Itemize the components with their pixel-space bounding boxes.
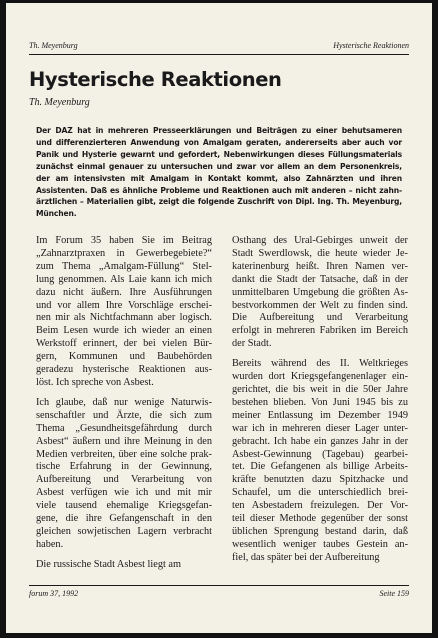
text-line: Osthang des Ural-Gebirges unweit der [232,235,408,246]
body-column-left [36,235,212,572]
text-line: Assistenten. Daß es ähnliche Probleme und Reaktionen auch mit anderen – nicht zahn- [36,185,402,195]
paragraph-gap [232,351,408,358]
running-head-author: Th. Meyenburg [29,41,78,50]
text-line: bestvorkommen der Welt zu finden sind. [232,299,408,311]
text-line: lung genommen. Als Laie kann ich mich [36,273,212,285]
text-line: unmittelbaren Umgebung die größten As- [232,286,408,298]
text-line: meiner Entlassung im Dezember 1949 [232,409,408,421]
text-line: Asbest“ äußern und ihre Meinung in den [36,435,212,447]
text-line: nen mir als Nichtfachmann aber logisch. [36,312,212,324]
text-line: Schaufel, um die unterschiedlich brei- [232,487,408,499]
text-line: Die Aufbereitung und Verarbeitung [232,312,408,324]
text-line: zunächst einmal genauer zu untersuchen und zwar vor allem an dem Personenkreis, [36,161,402,171]
text-line: gern, Kommunen und Baubehörden [36,351,212,363]
text-line: Panik und Hysterie gewarnt und gefordert, Nebenwirkungen dieses Füllungsmaterials [36,149,402,159]
text-line: Beim Lesen wurde ich wieder an einen [36,325,212,337]
text-line: Asbest verfügen wie ich und mit mir [36,487,212,499]
footer-rule [29,585,409,586]
text-line: gebracht. Ich habe ein ganzes Jahr in der [232,435,408,447]
text-line: gleichen sowjetischen Lagern verbracht [36,525,212,537]
magazine-page [6,3,432,633]
article-title: Hysterische Reaktionen [29,68,282,91]
text-line: wurden dort Kriegsgefangenenlager ein- [232,371,408,383]
text-line: Werkstoff erinnert, der bei vielen Bür- [36,338,212,350]
text-line: Die russische Stadt Asbest liegt am [36,558,181,570]
text-line: der Stadt. [232,338,272,350]
text-line: Ich glaube, daß nur wenige Naturwis- [36,396,212,408]
text-line: tische Erfahrung in der Gewinnung, [36,461,212,473]
text-line: Der DAZ hat in mehreren Presseerklärungen und Beiträgen zu einer behutsameren [36,126,402,135]
text-line: Medien verbreiten, über eine solche prak- [36,448,212,460]
text-line: München. [36,209,77,219]
paragraph-gap [36,552,212,559]
text-line: gerichtet, die bis weit in die 50er Jahre [232,383,408,395]
article-author: Th. Meyenburg [29,97,90,108]
text-line: teil dieser Methode gegenüber der sonst [232,513,408,525]
text-line: senschaftler und Ärzte, die sich zum [36,409,212,421]
text-line: katerinenburg heißt. Ihren Namen ver- [232,260,408,272]
page-number: Seite 159 [379,589,409,598]
text-line: bestehen blieben. Von Juni 1945 bis zu [232,396,408,408]
text-line: haben. [36,538,64,550]
text-line: Aufbereitung und Verarbeitung von [36,474,212,486]
text-line: Im Forum 35 haben Sie im Beitrag [36,235,212,246]
lead-paragraph [36,125,402,220]
text-line: geradezu hysterische Reaktionen aus- [36,364,212,376]
text-line: erfolgt in mehreren Fabriken im Bereich [232,325,408,337]
text-line: dazu nicht äußern. Ihre Ausführungen [36,286,212,298]
running-head-title: Hysterische Reaktionen [333,41,409,50]
text-line: Stadt Swerdlowsk, die heute wieder Je- [232,247,408,259]
text-line: und differenzierteren Anwendung von Amalgam geraten, andererseits aber auch vor [36,137,402,147]
text-line: löst. Ich spreche von Asbest. [36,376,154,388]
text-line: „Zahnarztpraxen in Gewerbegebiete?“ [36,247,212,259]
text-line: Bereits während des II. Weltkrieges [232,358,408,370]
header-rule [29,54,409,55]
text-line: Thema „Gesundheitsgefährdung durch [36,422,212,434]
text-line: üblichen Sprengung bestand darin, daß [232,525,408,537]
text-line: und vor allem Ihre Vorschläge erschei- [36,299,212,311]
body-column-right [232,235,408,565]
text-line: fiel, das später bei der Aufbereitung [232,551,380,563]
text-line: kräfte benutzten dazu Spitzhacke und [232,474,408,486]
issue-label: forum 37, 1992 [29,589,79,598]
text-line: Asbest-Gewinnung (Tagebau) gearbei- [232,448,408,460]
text-line: gene, die ihre Gefangenschaft in den [36,513,212,525]
text-line: ärztlichen – Materialien gibt, zeigt die folgende Zuschrift von Dipl. Ing. Th. Meyenburg, [36,197,402,207]
text-line: wesentlich weniger taubes Gestein an- [232,538,408,550]
text-line: dankt die Stadt der Tatsache, daß in der [232,273,408,285]
paragraph-gap [36,390,212,397]
text-line: tet. Die Gefangenen als billige Arbeits- [232,461,408,473]
text-line: ten Asbestadern freizulegen. Der Vor- [232,500,408,512]
text-line: viele tausend ehemalige Kriegsgefan- [36,500,212,512]
text-line: der am intensivsten mit Amalgam in Kontakt kommt, also Zahnärzten und ihren [36,173,402,183]
text-line: war ich in mehreren dieser Lager unter- [232,422,408,434]
text-line: zum Thema „Amalgam-Füllung“ Stel- [36,260,212,272]
